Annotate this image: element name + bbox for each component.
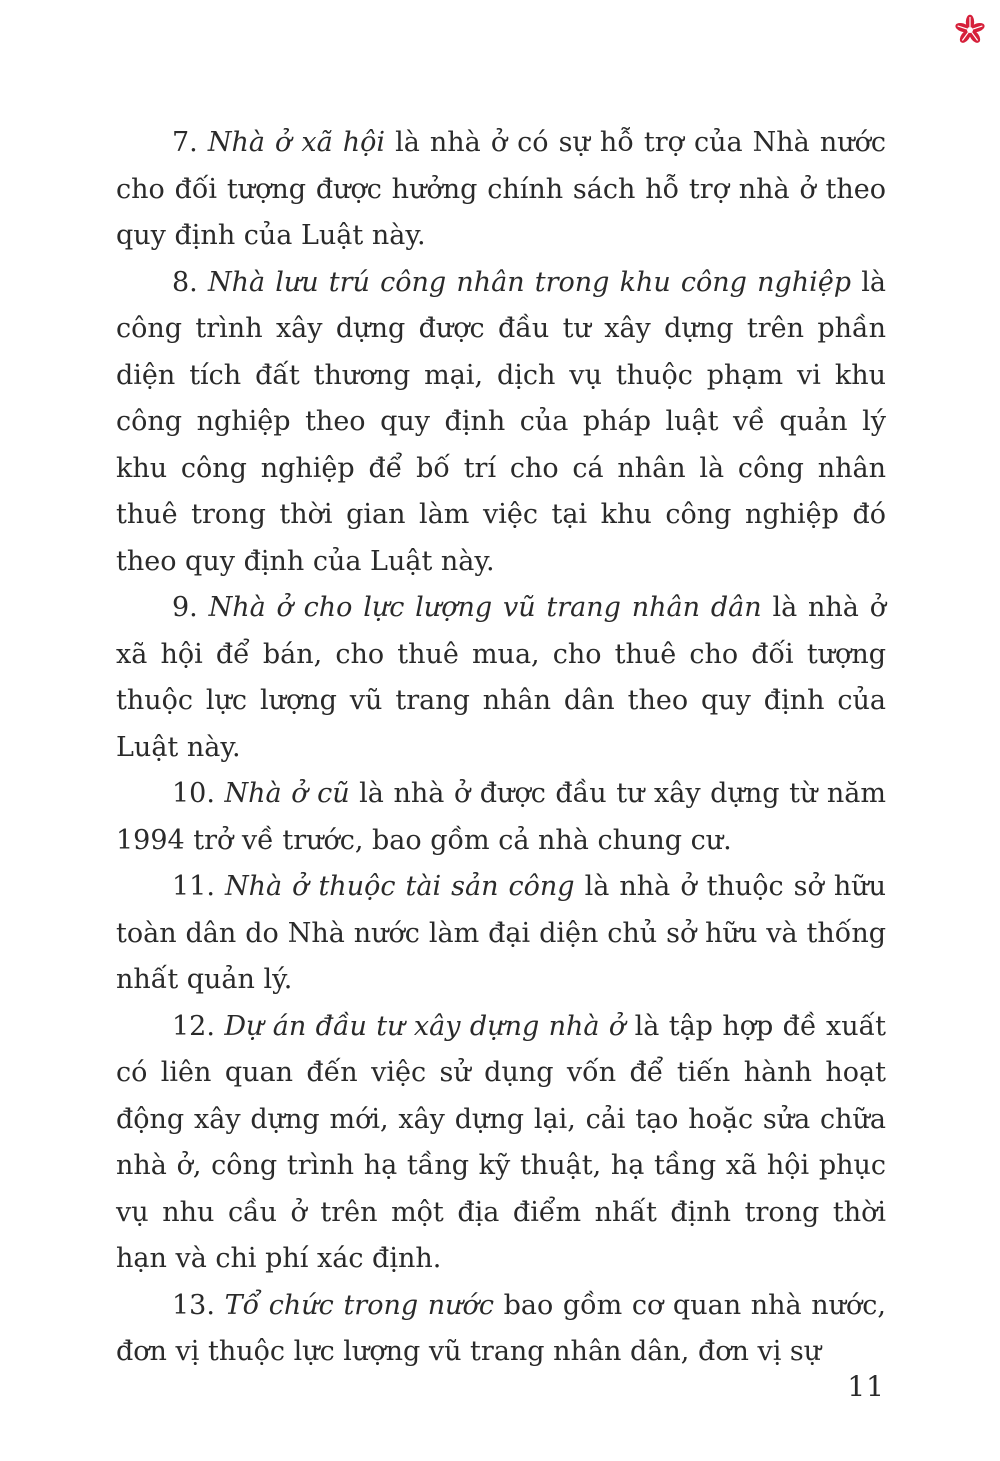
defined-term: Dự án đầu tư xây dựng nhà ở [224, 1010, 626, 1042]
paragraph-text: là công trình xây dựng được đầu tư xây dựng trên phần diện tích đất thương mại, dịch vụ thuộc phạm vi khu công nghiệp theo quy định của pháp luật về quản lý khu công nghiệp để bố trí cho cá nhân là công nhân thuê trong thời gian làm việc tại khu công nghiệp đó theo quy định của Luật này. [116, 266, 886, 577]
defined-term: Nhà ở cũ [224, 778, 350, 809]
paragraph-10 [116, 771, 886, 864]
paragraph-number: 12. [172, 1010, 215, 1042]
paragraph-text: là tập hợp đề xuất có liên quan đến việc sử dụng vốn để tiến hành hoạt động xây dựng mới, xây dựng lại, cải tạo hoặc sửa chữa nhà ở, công trình hạ tầng kỹ thuật, hạ tầng xã hội phục vụ nhu cầu ở trên một địa điểm nhất định trong thời hạn và chi phí xác định. [116, 1010, 886, 1274]
defined-term: Nhà lưu trú công nhân trong khu công nghiệp [207, 266, 852, 298]
defined-term: Nhà ở cho lực lượng vũ trang nhân dân [208, 592, 762, 623]
paragraph-13 [116, 1283, 886, 1376]
paragraph-number: 11. [172, 871, 215, 902]
paragraph-7 [116, 120, 886, 260]
paragraph-9 [116, 585, 886, 771]
paragraph-text: là nhà ở xã hội để bán, cho thuê mua, cho thuê cho đối tượng thuộc lực lượng vũ trang nhân dân theo quy định của Luật này. [116, 592, 886, 763]
flower-logo-icon [954, 14, 986, 46]
defined-term: Tổ chức trong nước [224, 1289, 494, 1321]
paragraph-text: bao gồm cơ quan nhà nước, đơn vị thuộc lực lượng vũ trang nhân dân, đơn vị sự [116, 1289, 886, 1367]
paragraph-number: 7. [172, 127, 198, 158]
paragraph-number: 13. [172, 1289, 215, 1321]
page-number: 11 [847, 1370, 885, 1403]
paragraph-number: 8. [172, 266, 198, 298]
defined-term: Nhà ở thuộc tài sản công [225, 871, 575, 902]
paragraph-number: 10. [172, 778, 215, 809]
paragraph-text: là nhà ở thuộc sở hữu toàn dân do Nhà nước làm đại diện chủ sở hữu và thống nhất quản lý. [116, 871, 886, 995]
paragraph-text: là nhà ở được đầu tư xây dựng từ năm 1994 trở về trước, bao gồm cả nhà chung cư. [116, 778, 887, 856]
paragraph-text: là nhà ở có sự hỗ trợ của Nhà nước cho đối tượng được hưởng chính sách hỗ trợ nhà ở theo quy định của Luật này. [116, 127, 887, 251]
paragraph-12 [116, 1004, 886, 1283]
defined-term: Nhà ở xã hội [207, 127, 386, 158]
paragraph-number: 9. [172, 592, 198, 623]
paragraph-8 [116, 260, 886, 586]
paragraph-11 [116, 864, 886, 1004]
body-text [116, 120, 886, 1376]
